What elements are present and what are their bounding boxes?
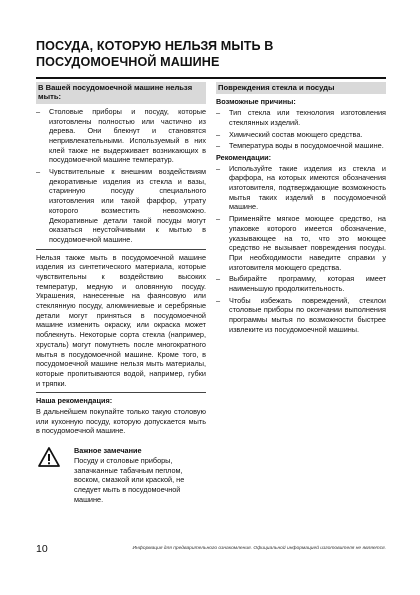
title-divider [36, 77, 386, 79]
not-washable-list [36, 107, 206, 245]
list-item: – Тип стекла или технология изготовления стеклянных изделий. [216, 108, 386, 127]
right-section-heading: Повреждения стекла и посуды [216, 82, 386, 94]
materials-paragraph: Нельзя также мыть в посудомоечной машине изделия из синтетического материала, которые чувствительны к воздействию высоких температур, медную и оловянную посуду. Украшения, нанесенные на фаянсовую или стеклянную посуду, алюминиевые и серебряные детали могут приняться в посудомоечной машине изменить окраску, или окраска может поблекнуть. Некоторые сорта стекла (например, хрусталь) могут помутнеть после многократного мытья в посудомоечной машине. Кроме того, в посудомоечной машине нельзя мыть материалы, которые пропитываются водой, например, губки и тряпки. [36, 252, 206, 388]
page-title: ПОСУДА, КОТОРУЮ НЕЛЬЗЯ МЫТЬ В ПОСУДОМОЕЧНОЙ МАШИНЕ [36, 39, 274, 69]
important-notice [36, 446, 206, 504]
recommendations-list [216, 164, 386, 335]
recommendation-heading: Наша рекомендация: [36, 396, 113, 406]
section-divider [36, 392, 206, 393]
list-item: – Чувствительные к внешним воздействиям декоративные изделия из стекла и вазы, старинную посуду специального изготовления или такой фарфор, утрату которого возместить невозможно. Декоративные детали такой посуды могут оказаться неустойчивыми к мытью в посудомоечной машине. [36, 167, 206, 245]
warning-icon [38, 447, 60, 467]
list-item: – Чтобы избежать повреждений, стеклои столовые приборы по окончании выполнения программы мытья по возможности быстрее извлеките из посудомоечной машины. [216, 296, 386, 335]
list-item: – Химический состав моющего средства. [216, 130, 386, 140]
recommendation-text: В дальнейшем покупайте только такую столовую или кухонную посуду, которую допускается мыть в посудомоечной машине. [36, 406, 206, 436]
causes-heading: Возможные причины: [216, 97, 296, 107]
warning-text: Посуду и столовые приборы, запачканные табачным пеплом, воском, смазкой или краской, не следует мыть в посудомоечной машине. [74, 455, 185, 504]
page-number: 10 [36, 543, 48, 555]
section-divider [36, 249, 206, 250]
warning-title: Важное замечание [74, 446, 142, 456]
list-item: – Используйте такие изделия из стекла и фарфора, на которых имеются обозначения изготовителя, подтверждающие возможность мытья таких изделий в посудомоечной машине. [216, 164, 386, 213]
left-section-heading: В Вашей посудомоечной машине нельзя мыть: [36, 82, 206, 104]
list-item: – Применяйте мягкое моющее средство, на упаковке которого имеется обозначение, указывающее на то, что это моющее средство не вызывает повреждения посуды. При необходимости наведите справки у изготовителя моющего средства. [216, 214, 386, 272]
list-item: – Выбирайте программу, которая имеет наименьшую продолжительность. [216, 274, 386, 293]
footer-disclaimer: Информация для предварительного ознакомления. Официальной информацией изготовителя не является. [132, 546, 386, 551]
right-column [216, 82, 386, 337]
list-item: – Столовые приборы и посуду, которые изготовлены полностью или частично из дерева. Они блекнут и становятся непривлекательными. Используемый в них клей также не выдерживает возникающих в посудомоечной машине температур. [36, 107, 206, 165]
recommendations-heading: Рекомендации: [216, 152, 272, 162]
list-item: – Температура воды в посудомоечной машине. [216, 141, 386, 151]
left-column [36, 82, 206, 504]
causes-list [216, 108, 386, 151]
